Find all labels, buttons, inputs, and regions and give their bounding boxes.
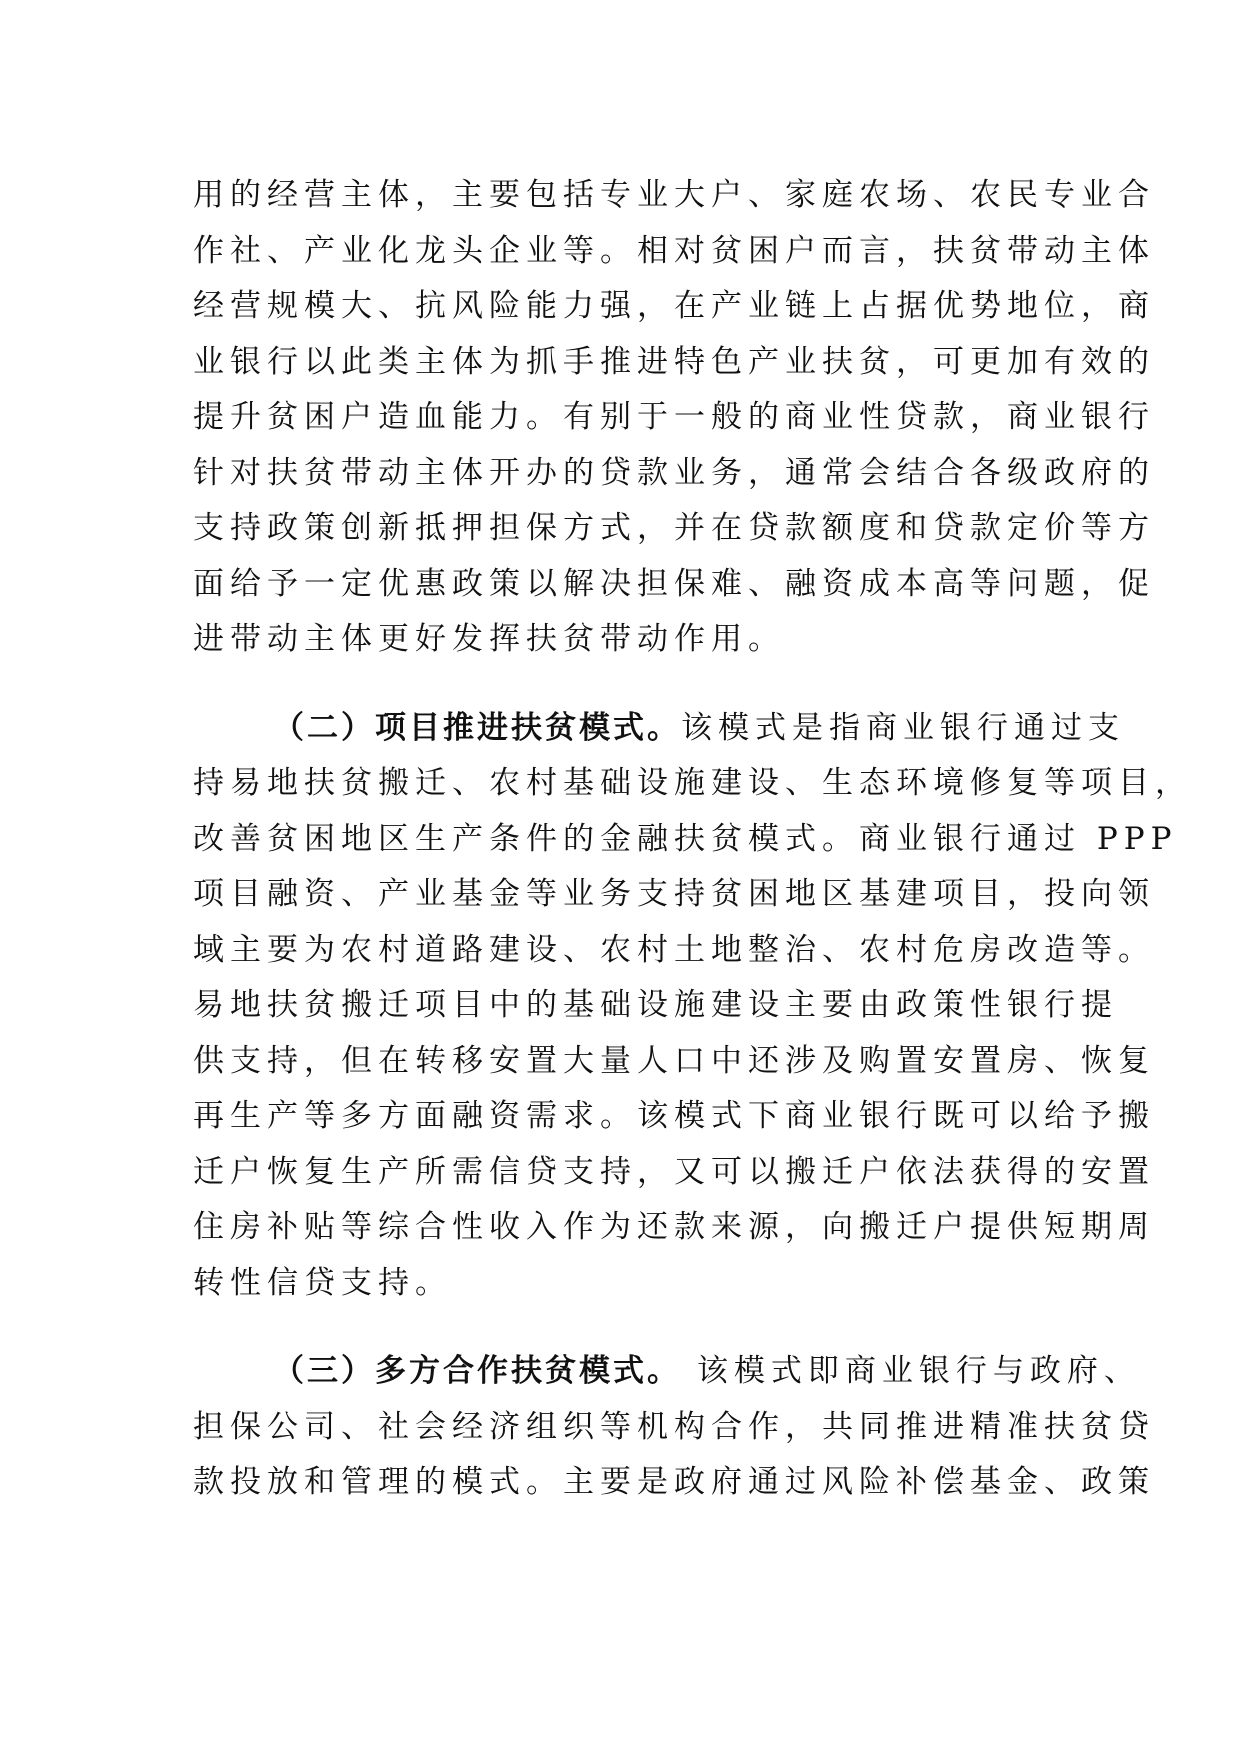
paragraph-line: 提升贫困户造血能力。有别于一般的商业性贷款，商业银行 — [193, 399, 1155, 435]
paragraph-line: 进带动主体更好发挥扶贫带动作用。 — [193, 621, 785, 657]
paragraph-line: 经营规模大、抗风险能力强，在产业链上占据优势地位，商 — [193, 288, 1155, 324]
paragraph-line: 支持政策创新抵押担保方式，并在贷款额度和贷款定价等方 — [193, 510, 1155, 546]
paragraph-line: 改善贫困地区生产条件的金融扶贫模式。商业银行通过 PPP — [193, 820, 1178, 857]
paragraph-line: 作社、产业化龙头企业等。相对贫困户而言，扶贫带动主体 — [193, 232, 1155, 269]
paragraph-line: 业银行以此类主体为抓手推进特色产业扶贫，可更加有效的 — [193, 343, 1155, 380]
paragraph-line: 担保公司、社会经济组织等机构合作，共同推进精准扶贫贷 — [193, 1408, 1155, 1445]
body-text — [193, 168, 1192, 1511]
section-3-first-line — [193, 1344, 1141, 1400]
paragraph-line: 针对扶贫带动主体开办的贷款业务，通常会结合各级政府的 — [193, 454, 1155, 491]
paragraph-line: 迁户恢复生产所需信贷支持，又可以搬迁户依法获得的安置 — [193, 1153, 1155, 1190]
paragraph-line: 转性信贷支持。 — [193, 1264, 452, 1301]
paragraph-line: 易地扶贫搬迁项目中的基础设施建设主要由政策性银行提 — [193, 987, 1118, 1023]
section-heading: （二）项目推进扶贫模式。 — [273, 709, 681, 746]
paragraph-line: 项目融资、产业基金等业务支持贫困地区基建项目，投向领 — [193, 876, 1155, 912]
paragraph-line: 住房补贴等综合性收入作为还款来源，向搬迁户提供短期周 — [193, 1209, 1155, 1245]
paragraph-text: 该模式即商业银行与政府、 — [681, 1353, 1141, 1389]
paragraph-line: 供支持，但在转移安置大量人口中还涉及购置安置房、恢复 — [193, 1042, 1155, 1079]
paragraph-line: 款投放和管理的模式。主要是政府通过风险补偿基金、政策 — [193, 1464, 1155, 1500]
paragraph-line: 用的经营主体，主要包括专业大户、家庭农场、农民专业合 — [193, 177, 1155, 213]
paragraph-line: 持易地扶贫搬迁、农村基础设施建设、生态环境修复等项目， — [193, 765, 1192, 801]
section-heading: （三）多方合作扶贫模式。 — [273, 1353, 681, 1389]
section-2-first-line — [193, 701, 1125, 757]
paragraph-text: 该模式是指商业银行通过支 — [681, 709, 1125, 746]
paragraph-line: 再生产等多方面融资需求。该模式下商业银行既可以给予搬 — [193, 1098, 1155, 1134]
paragraph-line: 域主要为农村道路建设、农村土地整治、农村危房改造等。 — [193, 931, 1155, 968]
paragraph-line: 面给予一定优惠政策以解决担保难、融资成本高等问题，促 — [193, 565, 1155, 602]
